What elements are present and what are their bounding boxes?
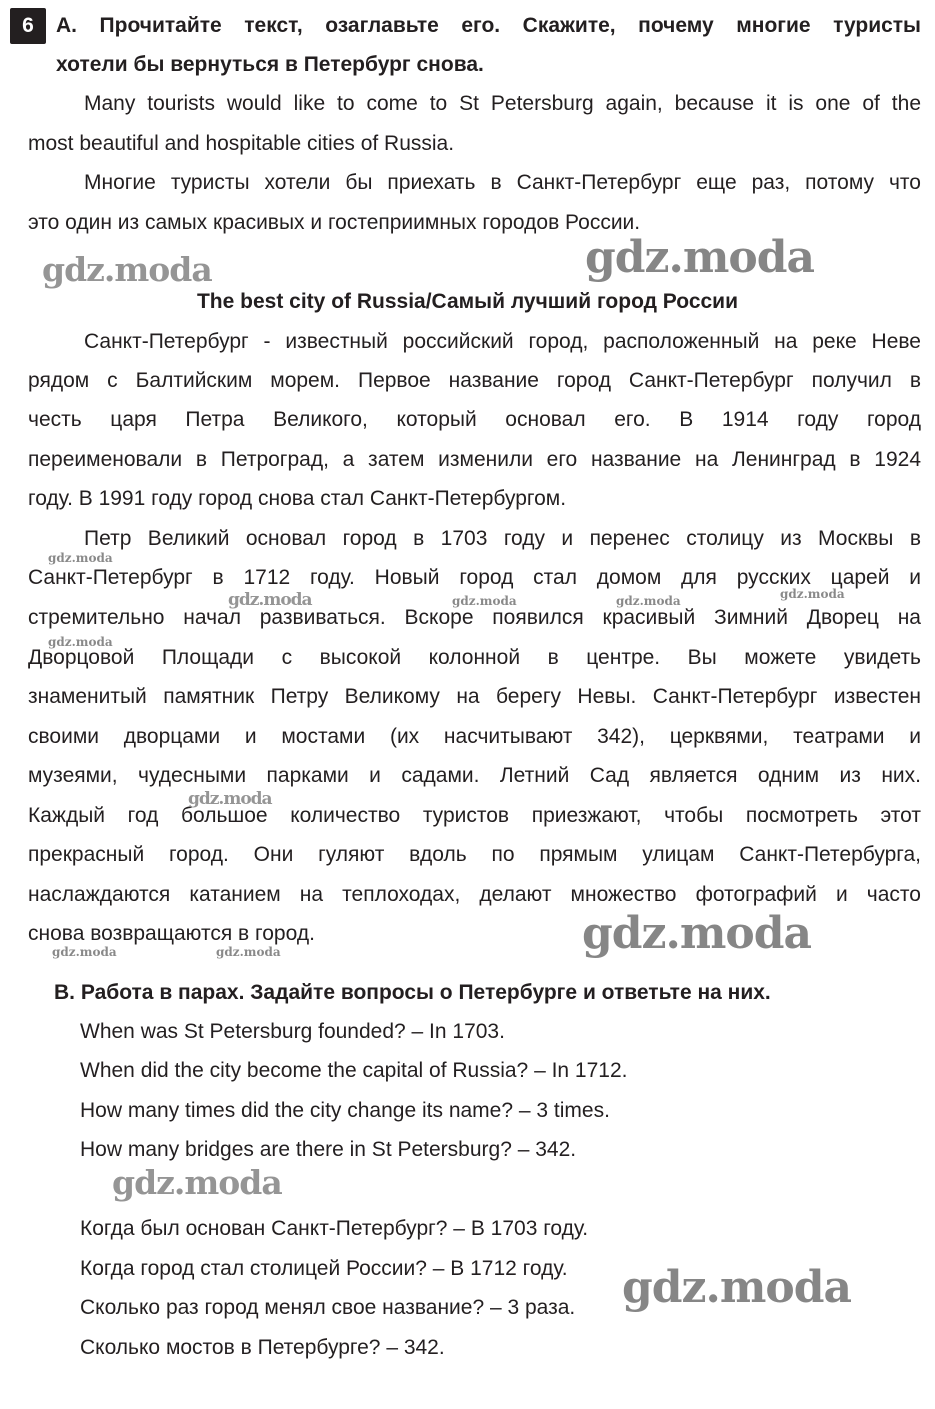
paragraph-1-line: Санкт-Петербург - известный российский город, расположенный на реке Неве xyxy=(84,330,921,353)
qa-en-line: How many times did the city change its name? – 3 times. xyxy=(80,1099,610,1122)
paragraph-2-line: наслаждаются катанием на теплоходах, делают множество фотографий и часто xyxy=(28,883,921,906)
text-title: The best city of Russia/Самый лучший город России xyxy=(196,290,739,313)
qa-ru-line: Сколько мостов в Петербурге? – 342. xyxy=(80,1336,445,1359)
qa-ru-line: Когда был основан Санкт-Петербург? – В 1703 году. xyxy=(80,1217,589,1240)
watermark-logo: gdz.moda xyxy=(228,590,312,610)
watermark-logo: gdz.moda xyxy=(622,1262,852,1313)
watermark-logo: gdz.moda xyxy=(42,250,212,289)
paragraph-2-line: стремительно начал развиваться. Вскоре появился красивый Зимний Дворец на xyxy=(28,606,921,629)
paragraph-1-line: рядом с Балтийским морем. Первое название город Санкт-Петербург получил в xyxy=(28,369,921,392)
paragraph-2-line: своими дворцами и мостами (их насчитывают 342), церквями, театрами и xyxy=(28,725,921,748)
paragraph-1-line: году. В 1991 году город снова стал Санкт-Петербургом. xyxy=(28,487,567,510)
paragraph-1-line: переименовали в Петроград, а затем изменили его название на Ленинград в 1924 xyxy=(28,448,921,471)
qa-en-line: When was St Petersburg founded? – In 1703. xyxy=(80,1020,505,1043)
watermark-logo: gdz.moda xyxy=(48,551,113,565)
answer-en-line-2: most beautiful and hospitable cities of Russia. xyxy=(28,132,455,155)
answer-ru-line-2: это один из самых красивых и гостеприимных городов России. xyxy=(28,211,641,234)
paragraph-2-line: знаменитый памятник Петру Великому на берегу Невы. Санкт-Петербург известен xyxy=(28,685,921,708)
task-b: B. Работа в парах. Задайте вопросы о Петербурге и ответьте на них. xyxy=(54,981,771,1004)
task-a-line-2: хотели бы вернуться в Петербург снова. xyxy=(56,53,484,76)
paragraph-2-line: Санкт-Петербург в 1712 году. Новый город стал домом для русских царей и xyxy=(28,566,921,589)
paragraph-2-line: Каждый год большое количество туристов приезжают, чтобы посмотреть этот xyxy=(28,804,921,827)
answer-ru-line-1: Многие туристы хотели бы приехать в Санкт-Петербург еще раз, потому что xyxy=(84,171,921,194)
paragraph-1-line: честь царя Петра Великого, который основал его. В 1914 году город xyxy=(28,408,921,431)
paragraph-2-line: прекрасный город. Они гуляют вдоль по прямым улицам Санкт-Петербурга, xyxy=(28,843,921,866)
qa-en-line: How many bridges are there in St Petersburg? – 342. xyxy=(80,1138,577,1161)
watermark-logo: gdz.moda xyxy=(48,635,113,649)
watermark-logo: gdz.moda xyxy=(452,594,517,608)
watermark-logo: gdz.moda xyxy=(585,232,815,283)
watermark-logo: gdz.moda xyxy=(52,945,117,959)
qa-en-line: When did the city become the capital of Russia? – In 1712. xyxy=(80,1059,628,1082)
answer-en-line-1: Many tourists would like to come to St Petersburg again, because it is one of the xyxy=(84,92,921,115)
qa-ru-line: Когда город стал столицей России? – В 1712 году. xyxy=(80,1257,568,1280)
watermark-logo: gdz.moda xyxy=(188,789,272,809)
watermark-logo: gdz.moda xyxy=(216,945,281,959)
paragraph-2-line: снова возвращаются в город. xyxy=(28,922,315,945)
watermark-logo: gdz.moda xyxy=(780,587,845,601)
watermark-logo: gdz.moda xyxy=(582,908,812,959)
qa-ru-line: Сколько раз город менял свое название? – 3 раза. xyxy=(80,1296,576,1319)
task-a-line-1: A. Прочитайте текст, озаглавьте его. Скажите, почему многие туристы xyxy=(56,14,921,37)
watermark-logo: gdz.moda xyxy=(112,1163,282,1202)
exercise-number-badge: 6 xyxy=(10,8,46,44)
paragraph-2-line: музеями, чудесными парками и садами. Летний Сад является одним из них. xyxy=(28,764,921,787)
watermark-logo: gdz.moda xyxy=(616,594,681,608)
paragraph-2-line: Дворцовой Площади с высокой колонной в центре. Вы можете увидеть xyxy=(28,646,921,669)
paragraph-2-line: Петр Великий основал город в 1703 году и перенес столицу из Москвы в xyxy=(84,527,921,550)
